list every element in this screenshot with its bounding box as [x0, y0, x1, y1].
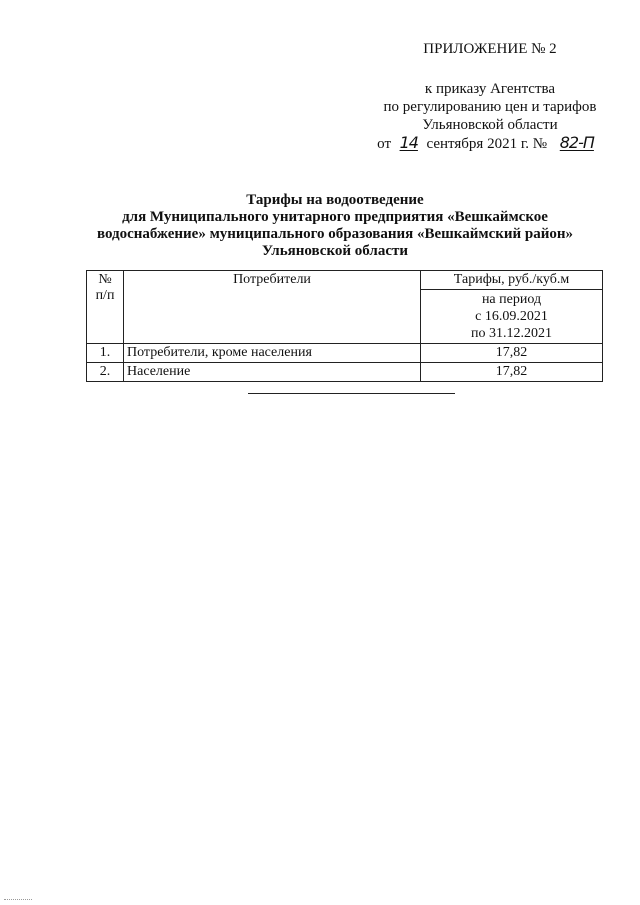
period-line-2: с 16.09.2021 — [475, 309, 548, 324]
appendix-line-3: Ульяновской области — [422, 117, 558, 133]
title-line-2: для Муниципального унитарного предприятия «Вешкаймское — [122, 209, 548, 225]
handwritten-day: 14 — [399, 133, 418, 152]
row-num: 2. — [87, 363, 124, 382]
footer-dotted-mark — [4, 899, 32, 900]
handwritten-order-number: 82-П — [559, 133, 594, 152]
header-num-cell — [87, 271, 124, 344]
appendix-header — [360, 40, 620, 153]
document-title — [70, 192, 600, 260]
table-row — [87, 363, 603, 382]
row-tariff: 17,82 — [421, 344, 603, 363]
row-consumer: Потребители, кроме населения — [124, 344, 421, 363]
header-num-sub: п/п — [95, 288, 115, 303]
order-date-line — [360, 134, 620, 153]
period-line-3: по 31.12.2021 — [471, 326, 552, 341]
title-line-1: Тарифы на водоотведение — [246, 192, 424, 208]
title-line-3: водоснабжение» муниципального образования «Вешкаймский район» — [96, 226, 574, 242]
date-prefix: от — [377, 136, 391, 152]
end-separator-line — [248, 393, 455, 394]
appendix-line-1: к приказу Агентства — [424, 81, 556, 97]
header-tariff: Тарифы, руб./куб.м — [421, 271, 603, 290]
appendix-line-2: по регулированию цен и тарифов — [383, 99, 597, 115]
row-num: 1. — [87, 344, 124, 363]
table-header-row — [87, 271, 603, 290]
date-rest: сентября 2021 г. № — [426, 136, 548, 152]
header-num: № — [98, 272, 112, 287]
header-period-cell — [421, 290, 603, 344]
table-row — [87, 344, 603, 363]
title-line-4: Ульяновской области — [261, 243, 409, 259]
period-line-1: на период — [481, 292, 542, 307]
row-consumer: Население — [124, 363, 421, 382]
appendix-title: ПРИЛОЖЕНИЕ № 2 — [423, 41, 557, 57]
header-consumers: Потребители — [124, 271, 421, 344]
tariff-table — [86, 270, 603, 382]
row-tariff: 17,82 — [421, 363, 603, 382]
